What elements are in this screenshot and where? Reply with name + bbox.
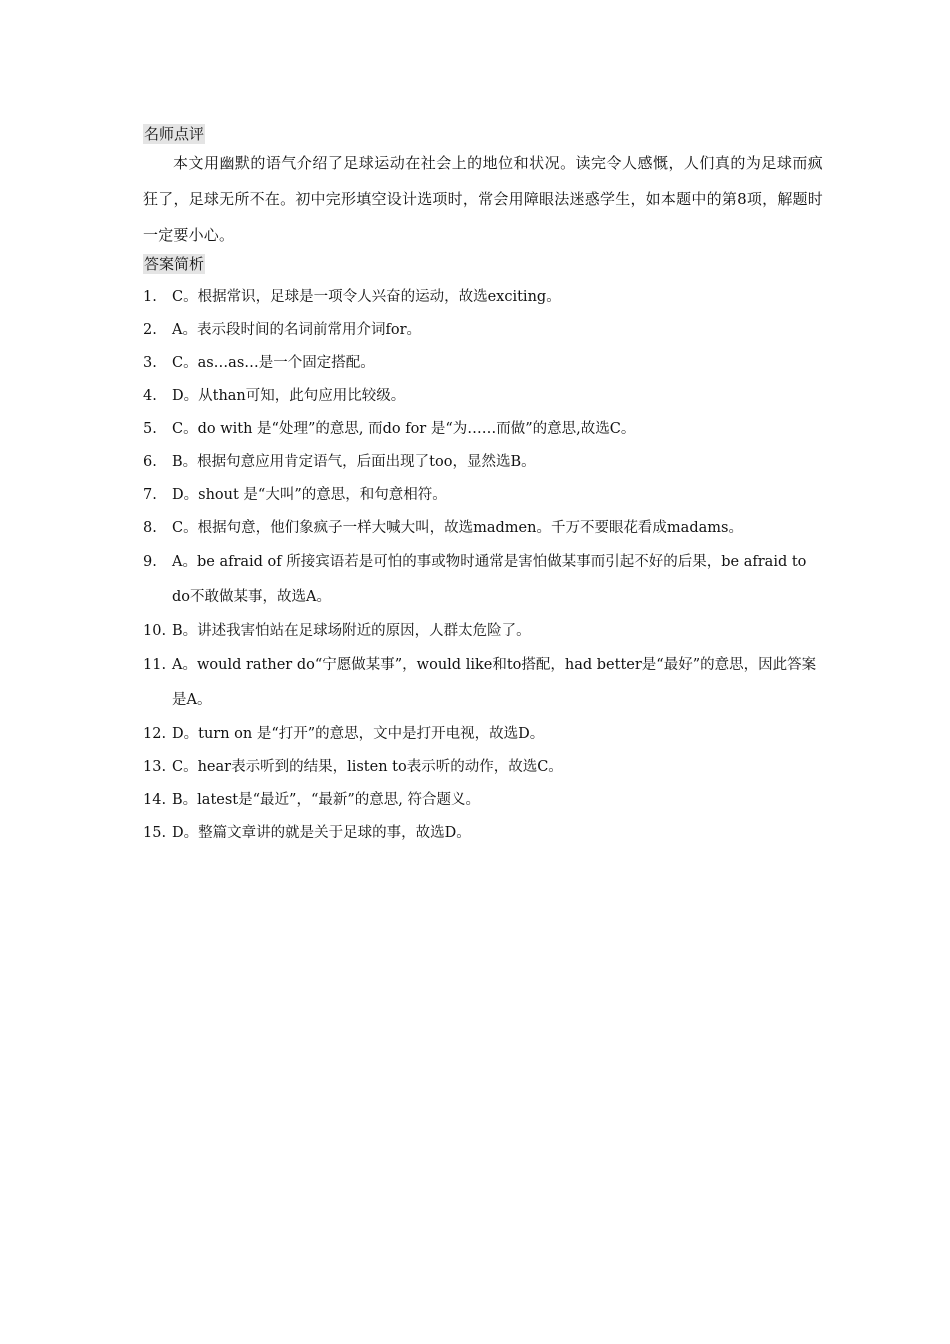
answer-item-12 (143, 718, 823, 751)
answer-item-15 (143, 817, 823, 850)
answer-text: C。根据常识，足球是一项令人兴奋的运动，故选exciting。 (172, 289, 561, 305)
document-content (143, 124, 823, 850)
answer-text: C。as…as…是一个固定搭配。 (172, 355, 375, 371)
answer-item-14 (143, 784, 823, 817)
answer-item-3 (143, 347, 823, 380)
teacher-comment-heading: 名师点评 (144, 125, 205, 143)
answer-item-4 (143, 380, 823, 413)
answer-text: C。hear表示听到的结果，listen to表示听的动作，故选C。 (172, 759, 563, 775)
answer-text: C。根据句意，他们象疯子一样大喊大叫，故选madmen。千万不要眼花看成madams。 (172, 520, 743, 536)
answer-number: 10. (143, 623, 167, 639)
answer-number: 3. (143, 355, 157, 371)
answer-list (143, 281, 823, 850)
answer-item-1 (143, 281, 823, 314)
answer-number: 2. (143, 322, 157, 338)
answer-number: 7. (143, 487, 157, 503)
answer-item-10 (143, 615, 823, 648)
answer-text: D。turn on 是“打开”的意思，文中是打开电视，故选D。 (172, 726, 545, 742)
answer-number: 1. (143, 289, 157, 305)
answer-item-6 (143, 446, 823, 479)
answer-item-7 (143, 479, 823, 512)
answer-text: D。从than可知，此句应用比较级。 (172, 388, 406, 404)
answer-item-2 (143, 314, 823, 347)
answer-text: B。讲述我害怕站在足球场附近的原因，人群太危险了。 (172, 623, 531, 639)
answer-text: A。be afraid of 所接宾语若是可怕的事或物时通常是害怕做某事而引起不好的后果，be afraid to do不敢做某事，故选A。 (172, 554, 807, 605)
answer-item-13 (143, 751, 823, 784)
answer-text: A。would rather do“宁愿做某事”，would like和to搭配，had better是“最好”的意思，因此答案是A。 (172, 657, 817, 708)
answer-number: 5. (143, 421, 157, 437)
answer-number: 4. (143, 388, 157, 404)
answer-item-5 (143, 413, 823, 446)
answer-text: B。根据句意应用肯定语气，后面出现了too，显然选B。 (172, 454, 536, 470)
answer-item-8 (143, 512, 823, 545)
answer-number: 11. (143, 657, 167, 673)
answer-number: 13. (143, 759, 167, 775)
answer-item-9 (143, 545, 823, 615)
answer-number: 6. (143, 454, 157, 470)
answer-text: C。do with 是“处理”的意思, 而do for 是“为……而做”的意思,故选C。 (172, 421, 636, 437)
answer-text: D。shout 是“大叫”的意思，和句意相符。 (172, 487, 447, 503)
answer-item-11 (143, 648, 823, 718)
answer-number: 9. (143, 554, 157, 570)
answer-number: 15. (143, 825, 167, 841)
answer-number: 12. (143, 726, 167, 742)
answer-analysis-heading: 答案简析 (144, 255, 205, 273)
answer-text: D。整篇文章讲的就是关于足球的事，故选D。 (172, 825, 471, 841)
answer-text: A。表示段时间的名词前常用介词for。 (172, 322, 421, 338)
answer-text: B。latest是“最近”，“最新”的意思, 符合题义。 (172, 792, 480, 808)
answer-number: 8. (143, 520, 157, 536)
teacher-comment-paragraph: 本文用幽默的语气介绍了足球运动在社会上的地位和状况。读完令人感慨，人们真的为足球而疯狂了，足球无所不在。初中完形填空设计选项时，常会用障眼法迷惑学生，如本题中的第8项，解题时一定要小心。 (143, 154, 823, 244)
answer-number: 14. (143, 792, 167, 808)
